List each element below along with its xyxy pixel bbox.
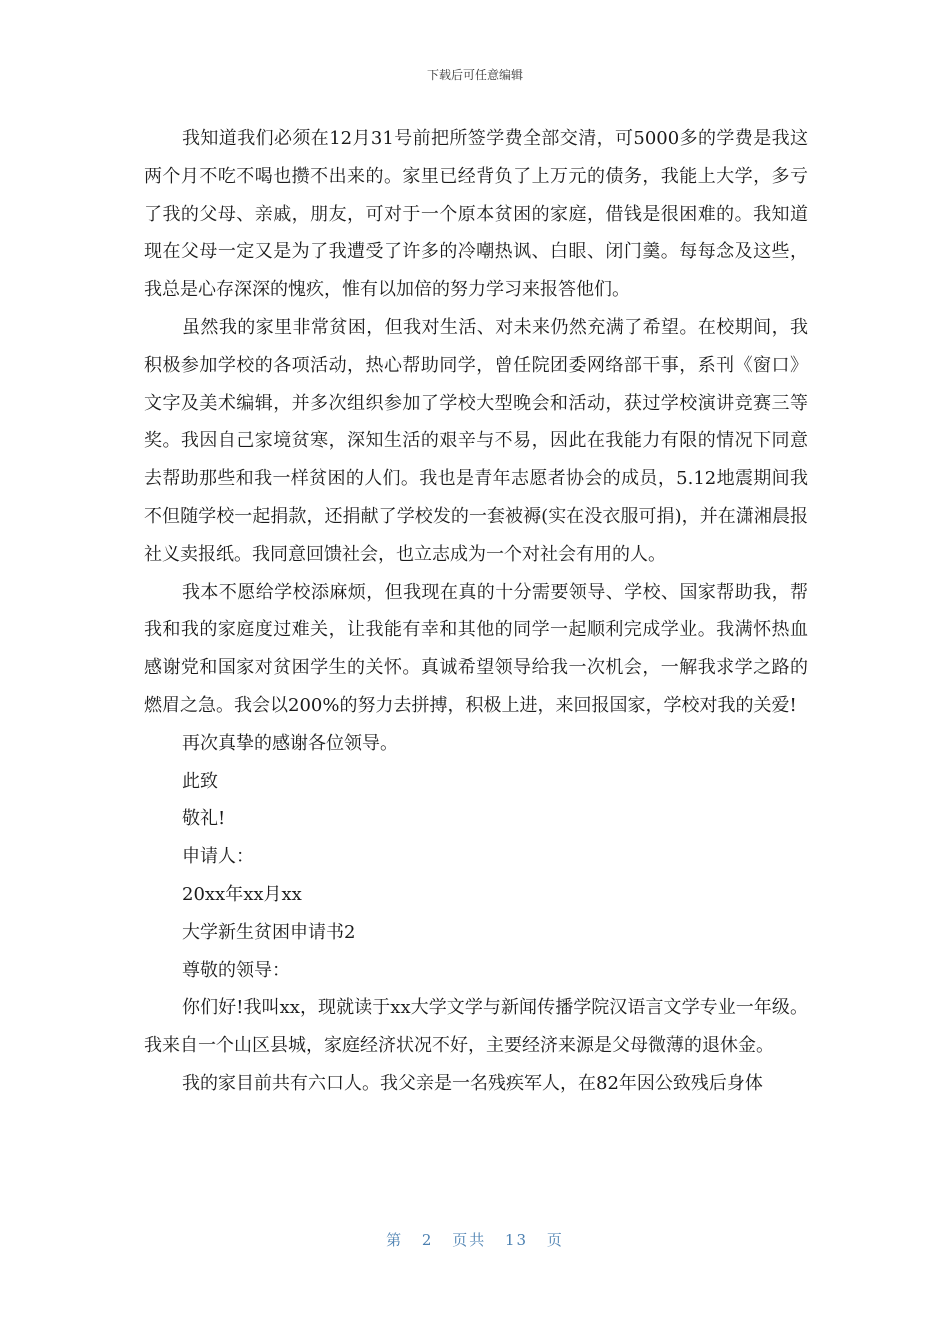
footer-middle: 页共 [452, 1231, 487, 1249]
section-title: 大学新生贫困申请书2 [182, 921, 356, 943]
date-line: 20xx年xx月xx [182, 883, 302, 905]
paragraph: 我知道我们必须在12月31号前把所签学费全部交清，可5000多的学费是我这两个月不吃不喝也攒不出来的。家里已经背负了上万元的债务，我能上大学，多亏了我的父母、亲戚，朋友，可对于一个原本贫困的家庭，借钱是很困难的。我知道现在父母一定又是为了我遭受了许多的冷嘲热讽、白眼、闭门羹。每每念及这些，我总是心存深深的愧疚，惟有以加倍的努力学习来报答他们。 [144, 128, 808, 301]
salutation-line: 尊敬的领导： [182, 959, 290, 981]
salute-line: 敬礼! [182, 808, 226, 830]
footer-suffix: 页 [546, 1231, 564, 1249]
document-body [144, 120, 808, 1103]
paragraph: 我的家目前共有六口人。我父亲是一名残疾军人，在82年因公致残后身体 [182, 1072, 763, 1094]
paragraph: 我本不愿给学校添麻烦，但我现在真的十分需要领导、学校、国家帮助我，帮我和我的家庭度过难关，让我能有幸和其他的同学一起顺利完成学业。我满怀热血感谢党和国家对贫困学生的关怀。真诚希望领导给我一次机会，一解我求学之路的燃眉之急。我会以200%的努力去拼搏，积极上进，来回报国家，学校对我的关爱! [144, 581, 808, 716]
paragraph: 你们好!我叫xx，现就读于xx大学文学与新闻传播学院汉语言文学专业一年级。我来自一个山区县城，家庭经济状况不好，主要经济来源是父母微薄的退休金。 [144, 997, 808, 1057]
page-header: 下载后可任意编辑 [426, 68, 523, 82]
page-footer [0, 1229, 950, 1250]
footer-page-number: 2 [421, 1231, 434, 1249]
footer-prefix: 第 [386, 1231, 404, 1249]
footer-total-pages: 13 [505, 1231, 529, 1249]
applicant-line: 申请人： [182, 846, 254, 868]
thanks-line: 再次真挚的感谢各位领导。 [182, 732, 398, 754]
closing-line: 此致 [182, 770, 218, 792]
paragraph: 虽然我的家里非常贫困，但我对生活、对未来仍然充满了希望。在校期间，我积极参加学校的各项活动，热心帮助同学，曾任院团委网络部干事，系刊《窗口》文字及美术编辑，并多次组织参加了学校大型晚会和活动，获过学校演讲竞赛三等奖。我因自己家境贫寒，深知生活的艰辛与不易，因此在我能力有限的情况下同意去帮助那些和我一样贫困的人们。我也是青年志愿者协会的成员，5.12地震期间我不但随学校一起捐款，还捐献了学校发的一套被褥(实在没衣服可捐)，并在潇湘晨报社义卖报纸。我同意回馈社会，也立志成为一个对社会有用的人。 [144, 316, 808, 565]
